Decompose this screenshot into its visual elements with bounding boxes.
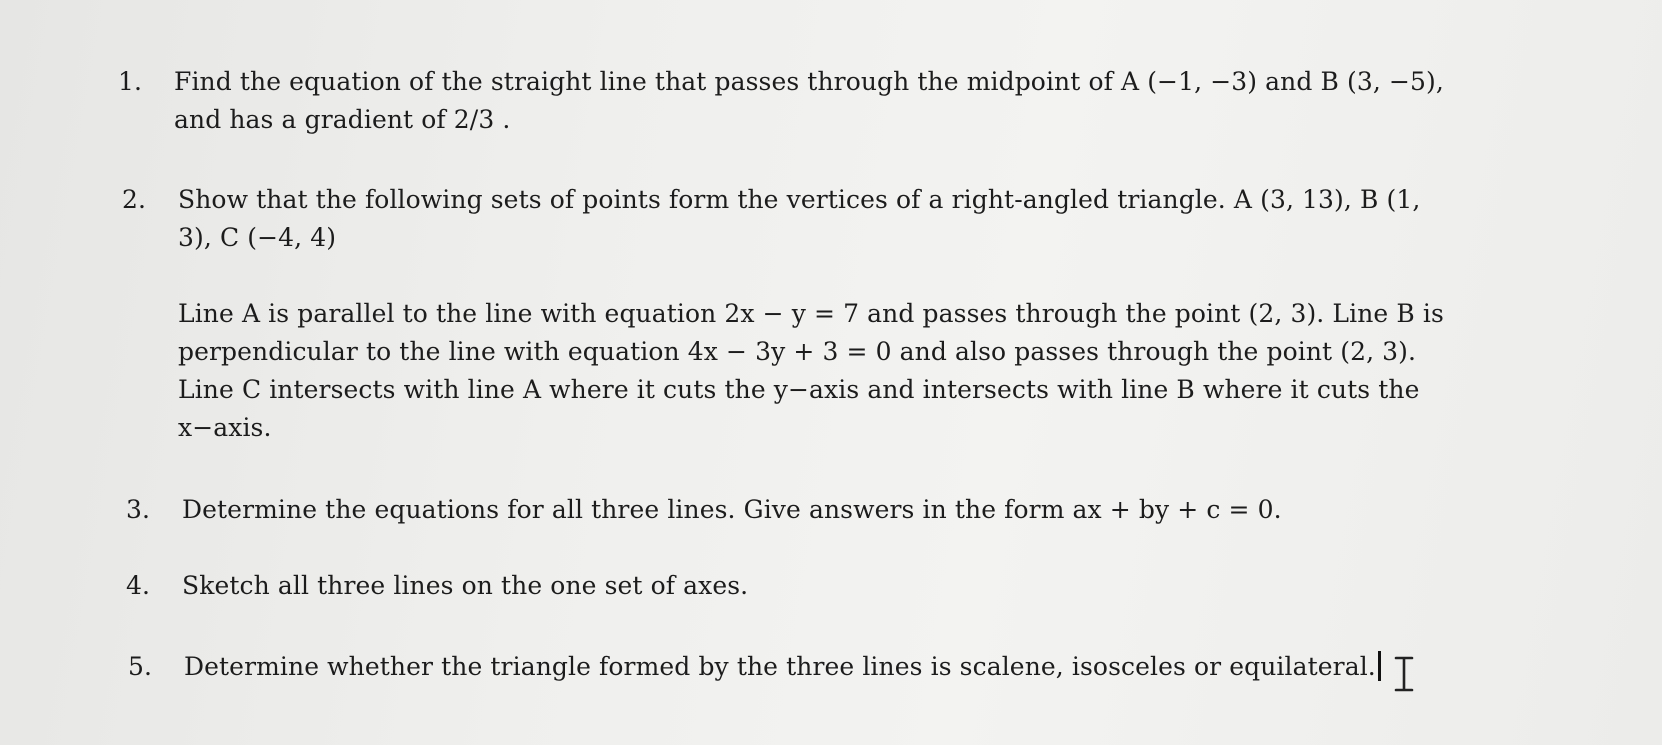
question-number: 5. — [128, 652, 153, 681]
question-line: Determine whether the triangle formed by the three lines is scalene, isosceles or equilateral. — [184, 652, 1376, 681]
question-number: 3. — [126, 495, 151, 524]
question-line: and has a gradient of 2/3 . — [174, 105, 511, 134]
question-number: 2. — [122, 185, 147, 214]
question-line: Show that the following sets of points form the vertices of a right-angled triangle. A (3, 13), B (1, — [178, 185, 1421, 214]
question-line: 3), C (−4, 4) — [178, 223, 337, 252]
paragraph-line: x−axis. — [178, 413, 272, 442]
question-line-with-caret[interactable] — [184, 647, 1381, 686]
question-number: 1. — [118, 67, 143, 96]
ibeam-cursor-icon — [1393, 656, 1415, 692]
question-line: Find the equation of the straight line that passes through the midpoint of A (−1, −3) and B (3, −5), — [174, 67, 1444, 96]
paragraph-line: Line A is parallel to the line with equation 2x − y = 7 and passes through the point (2, 3). Line B is — [178, 299, 1444, 328]
question-number: 4. — [126, 571, 151, 600]
question-line: Sketch all three lines on the one set of axes. — [182, 571, 749, 600]
paragraph-line: Line C intersects with line A where it cuts the y−axis and intersects with line B where it cuts the — [178, 375, 1420, 404]
question-line: Determine the equations for all three lines. Give answers in the form ax + by + c = 0. — [182, 495, 1282, 524]
paragraph-line: perpendicular to the line with equation 4x − 3y + 3 = 0 and also passes through the point (2, 3). — [178, 337, 1417, 366]
text-caret — [1378, 651, 1381, 681]
